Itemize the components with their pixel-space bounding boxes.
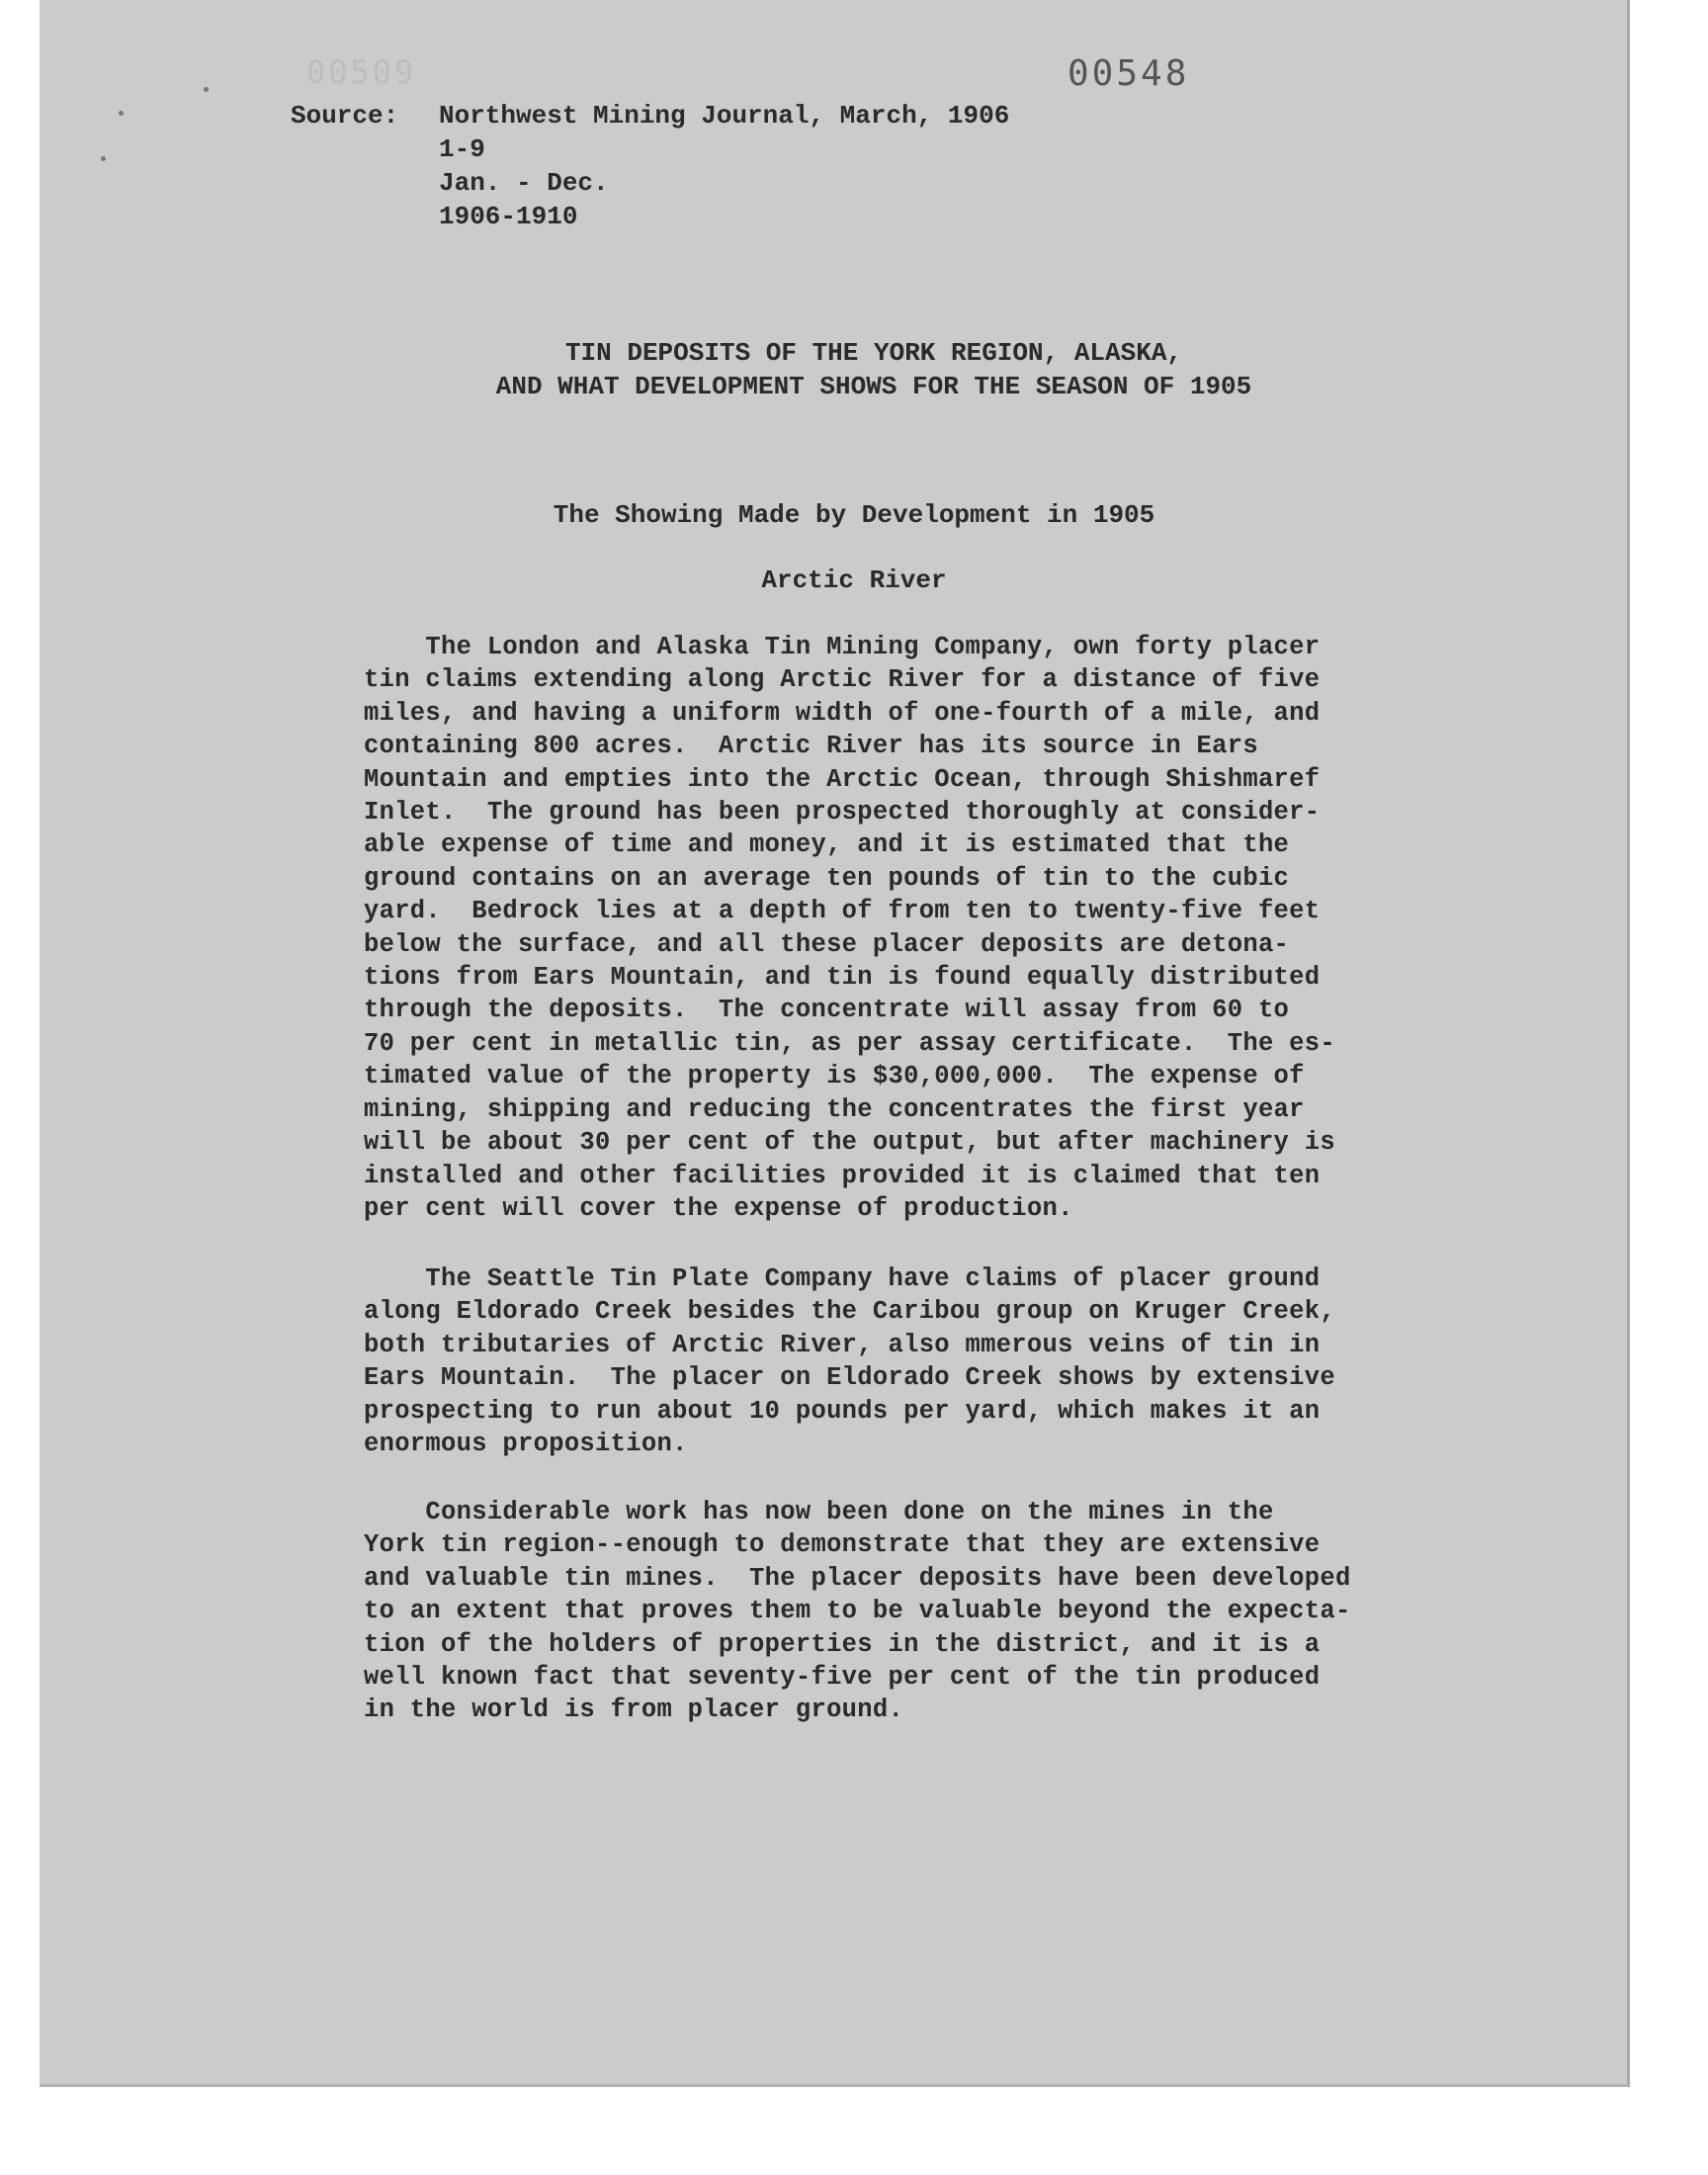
paper-speck (204, 87, 209, 92)
paragraph-line: timated value of the property is $30,000,000. The expense of (364, 1062, 1305, 1091)
paragraph-line: tin claims extending along Arctic River for a distance of five (364, 665, 1321, 695)
paragraph-line: containing 800 acres. Arctic River has its source in Ears (364, 732, 1258, 761)
paragraph-line: well known fact that seventy-five per cent of the tin produced (364, 1663, 1321, 1693)
paragraph-line: along Eldorado Creek besides the Caribou group on Kruger Creek, (364, 1297, 1335, 1327)
paragraph-line: through the deposits. The concentrate will assay from 60 to (364, 996, 1290, 1025)
paragraph-line: The London and Alaska Tin Mining Company, own forty placer (364, 633, 1321, 661)
paragraph-line: able expense of time and money, and it is estimated that the (364, 830, 1290, 860)
document-subtitle: The Showing Made by Development in 1905 (553, 500, 1155, 530)
paragraph-3 (364, 1496, 1411, 1727)
archive-number-stamp: 00548 (1068, 53, 1190, 94)
document-title (0, 336, 1708, 403)
paragraph-line: below the surface, and all these placer deposits are detona- (364, 929, 1290, 959)
paragraph-1 (364, 631, 1411, 1225)
paragraph-line: miles, and having a uniform width of one-fourth of a mile, and (364, 698, 1321, 728)
paragraph-line: prospecting to run about 10 pounds per yard, which makes it an (364, 1396, 1321, 1426)
paragraph-line: installed and other facilities provided it is claimed that ten (364, 1161, 1321, 1190)
paragraph-line: both tributaries of Arctic River, also mmerous veins of tin in (364, 1330, 1321, 1359)
paragraph-line: Ears Mountain. The placer on Eldorado Creek shows by extensive (364, 1363, 1335, 1393)
paragraph-line: to an extent that proves them to be valuable beyond the expecta- (364, 1597, 1351, 1626)
source-lines (439, 99, 1009, 233)
paragraph-line: Considerable work has now been done on the mines in the (364, 1498, 1274, 1526)
paper-speck (101, 156, 106, 161)
section-heading: Arctic River (761, 566, 947, 595)
paragraph-line: and valuable tin mines. The placer deposits have been developed (364, 1563, 1351, 1593)
title-line: TIN DEPOSITS OF THE YORK REGION, ALASKA, (564, 338, 1183, 368)
paragraph-line: ground contains on an average ten pounds of tin to the cubic (364, 863, 1290, 893)
source-label: Source: (291, 101, 399, 130)
paragraph-line: in the world is from placer ground. (364, 1696, 904, 1725)
paragraph-line: mining, shipping and reducing the concentrates the first year (364, 1094, 1305, 1124)
paragraph-line: York tin region--enough to demonstrate that they are extensive (364, 1530, 1321, 1560)
paragraph-line: yard. Bedrock lies at a depth of from ten to twenty-five feet (364, 897, 1321, 926)
paragraph-line: The Seattle Tin Plate Company have claims of placer ground (364, 1264, 1321, 1293)
source-line: Jan. - Dec. (439, 168, 609, 198)
title-line: AND WHAT DEVELOPMENT SHOWS FOR THE SEASON OF 1905 (495, 372, 1252, 401)
paragraph-line: Inlet. The ground has been prospected thoroughly at consider- (364, 798, 1321, 827)
paragraph-line: per cent will cover the expense of production. (364, 1193, 1073, 1223)
faded-archive-number: 00509 (306, 53, 417, 91)
paragraph-line: 70 per cent in metallic tin, as per assay certificate. The es- (364, 1028, 1335, 1058)
paragraph-line: tion of the holders of properties in the district, and it is a (364, 1629, 1321, 1659)
source-line: Northwest Mining Journal, March, 1906 (439, 101, 1010, 130)
source-line: 1906-1910 (439, 202, 578, 231)
paragraph-line: Mountain and empties into the Arctic Ocean, through Shishmaref (364, 764, 1321, 794)
source-line: 1-9 (439, 134, 485, 164)
paragraph-2 (364, 1262, 1411, 1460)
paragraph-line: enormous proposition. (364, 1430, 688, 1459)
paper-speck (119, 111, 124, 116)
paragraph-line: tions from Ears Mountain, and tin is found equally distributed (364, 963, 1321, 993)
paragraph-line: will be about 30 per cent of the output, but after machinery is (364, 1128, 1335, 1158)
